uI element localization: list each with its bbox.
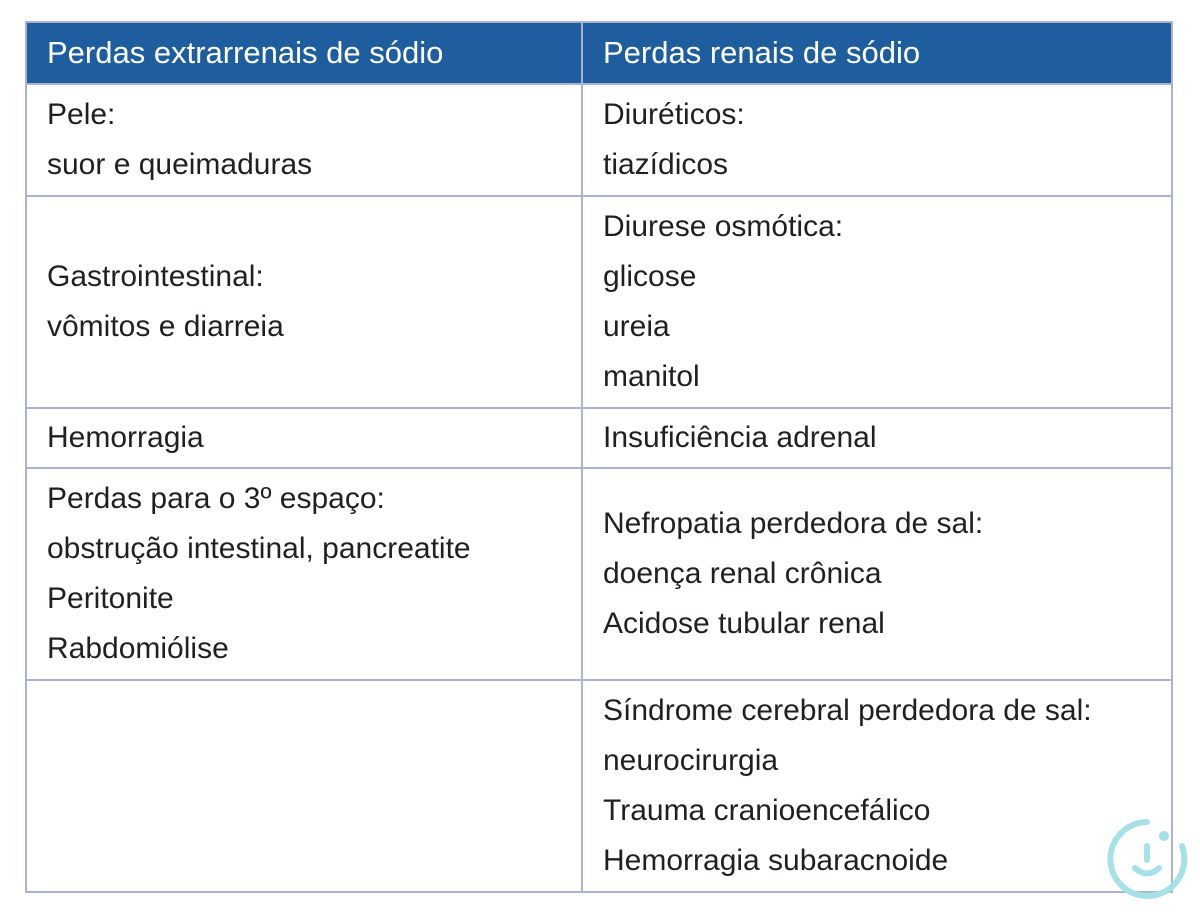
cell-line: Síndrome cerebral perdedora de sal:	[603, 694, 1092, 727]
header-renal: Perdas renais de sódio	[582, 22, 1172, 84]
cell-line: Rabdomiólise	[47, 632, 229, 665]
cell-extrarrenal	[26, 196, 582, 408]
cell-renal	[582, 196, 1172, 408]
cell-line: Insuficiência adrenal	[603, 421, 877, 454]
cell-renal	[582, 84, 1172, 196]
cell-line: Diurese osmótica:	[603, 210, 844, 243]
cell-line: suor e queimaduras	[47, 148, 313, 181]
table-row	[26, 408, 1172, 468]
cell-line: obstrução intestinal, pancreatite	[47, 532, 471, 565]
cell-line: vômitos e diarreia	[47, 310, 284, 343]
cell-line: neurocirurgia	[603, 744, 779, 777]
cell-line: glicose	[603, 260, 697, 293]
cell-line: Diuréticos:	[603, 98, 745, 131]
cell-line: Hemorragia subaracnoide	[603, 844, 949, 877]
cell-extrarrenal	[26, 468, 582, 680]
table-row	[26, 468, 1172, 680]
cell-renal	[582, 468, 1172, 680]
cell-line: Gastrointestinal:	[47, 260, 264, 293]
cell-line: Acidose tubular renal	[603, 607, 885, 640]
sodium-loss-table	[25, 21, 1173, 893]
smiley-circle-icon	[1104, 816, 1190, 902]
cell-line: Peritonite	[47, 582, 174, 615]
cell-line: Trauma cranioencefálico	[603, 794, 931, 827]
cell-line: Perdas para o 3º espaço:	[47, 482, 385, 515]
table-row	[26, 84, 1172, 196]
cell-renal	[582, 408, 1172, 468]
cell-line: doença renal crônica	[603, 557, 882, 590]
header-extrarrenal: Perdas extrarrenais de sódio	[26, 22, 582, 84]
table-row	[26, 196, 1172, 408]
cell-line: Nefropatia perdedora de sal:	[603, 507, 984, 540]
cell-extrarrenal	[26, 84, 582, 196]
cell-line: manitol	[603, 360, 700, 393]
cell-extrarrenal-empty	[26, 680, 582, 892]
cell-renal	[582, 680, 1172, 892]
table-header-row	[26, 22, 1172, 84]
table-row	[26, 680, 1172, 892]
cell-line: ureia	[603, 310, 670, 343]
cell-extrarrenal	[26, 408, 582, 468]
cell-line: Pele:	[47, 98, 116, 131]
cell-line: Hemorragia	[47, 421, 204, 454]
cell-line: tiazídicos	[603, 148, 729, 181]
